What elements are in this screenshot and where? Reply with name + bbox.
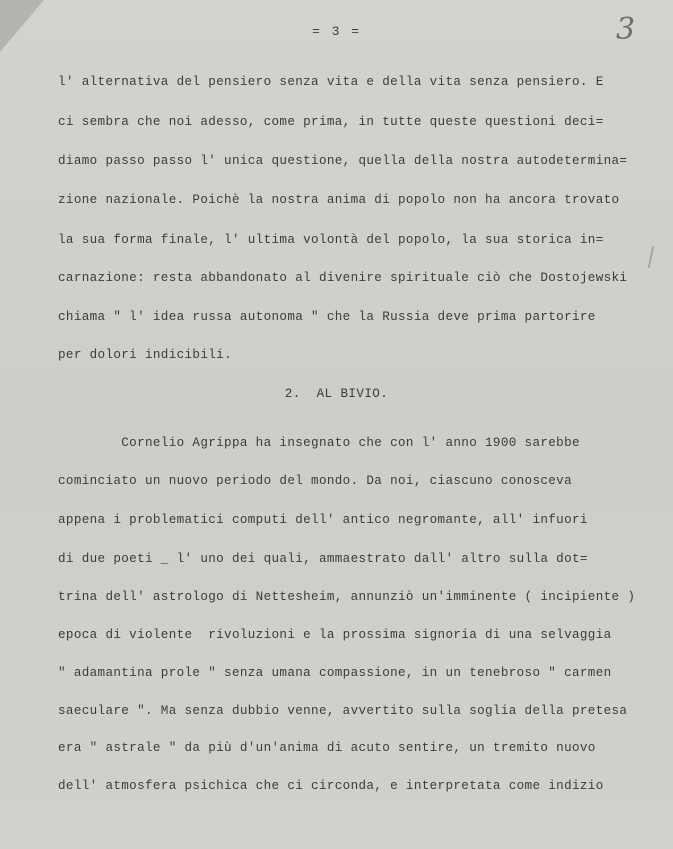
text-line: zione nazionale. Poichè la nostra anima di popolo non ha ancora trovato bbox=[58, 193, 620, 207]
text-line: la sua forma finale, l' ultima volontà del popolo, la sua storica in= bbox=[58, 233, 604, 247]
page-number: = 3 = bbox=[311, 24, 361, 39]
text-line: ci sembra che noi adesso, come prima, in tutte queste questioni deci= bbox=[58, 115, 604, 129]
text-line: epoca di violente rivoluzioni e la prossima signoria di una selvaggia bbox=[58, 628, 612, 642]
text-line: per dolori indicibili. bbox=[58, 348, 232, 362]
text-line: cominciato un nuovo periodo del mondo. Da noi, ciascuno conosceva bbox=[58, 474, 572, 488]
text-line: Cornelio Agrippa ha insegnato che con l' anno 1900 sarebbe bbox=[58, 436, 580, 450]
text-line: trina dell' astrologo di Nettesheim, annunziò un'imminente ( incipiente ) bbox=[58, 590, 636, 604]
text-line: l' alternativa del pensiero senza vita e della vita senza pensiero. E bbox=[58, 75, 604, 89]
pencil-mark bbox=[648, 246, 655, 268]
text-line: dell' atmosfera psichica che ci circonda, e interpretata come indizio bbox=[58, 779, 604, 793]
text-line: chiama " l' idea russa autonoma " che la Russia deve prima partorire bbox=[58, 310, 596, 324]
text-line: diamo passo passo l' unica questione, quella della nostra autodetermina= bbox=[58, 154, 628, 168]
text-line: saeculare ". Ma senza dubbio venne, avvertito sulla soglia della pretesa bbox=[58, 704, 628, 718]
text-line: appena i problematici computi dell' antico negromante, all' infuori bbox=[58, 513, 588, 527]
text-line: era " astrale " da più d'un'anima di acuto sentire, un tremito nuovo bbox=[58, 741, 596, 755]
section-heading: 2. AL BIVIO. bbox=[284, 387, 389, 401]
text-line: carnazione: resta abbandonato al divenire spirituale ciò che Dostojewski bbox=[58, 271, 628, 285]
text-line: " adamantina prole " senza umana compassione, in un tenebroso " carmen bbox=[58, 666, 612, 680]
handwritten-page-number: 3 bbox=[616, 12, 636, 47]
text-line: di due poeti _ l' uno dei quali, ammaestrato dall' altro sulla dot= bbox=[58, 552, 588, 566]
